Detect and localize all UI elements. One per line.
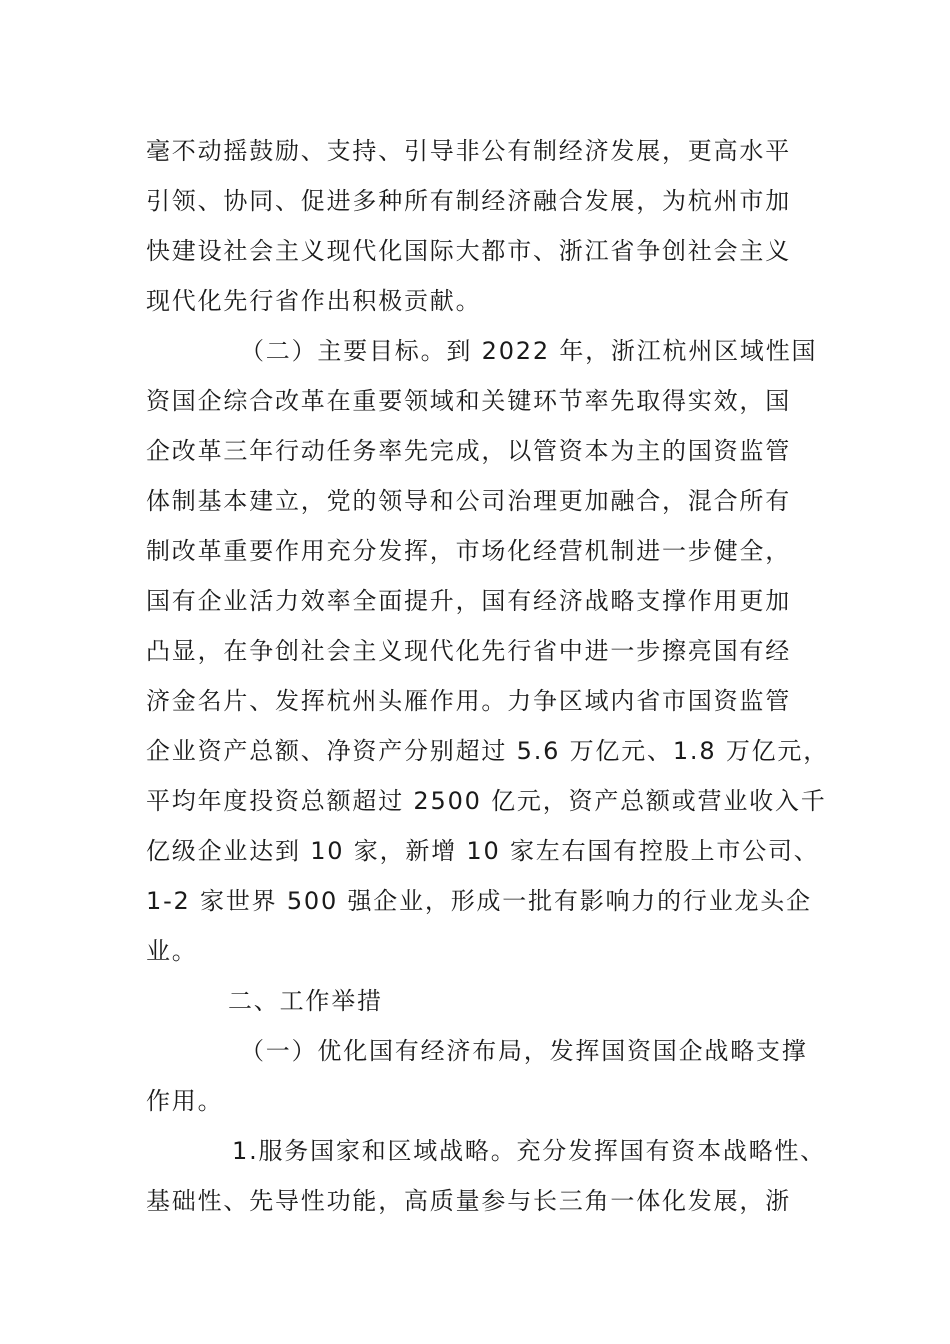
paragraph-line: 体制基本建立，党的领导和公司治理更加融合，混合所有 [146, 487, 791, 515]
paragraph-line: 国有企业活力效率全面提升，国有经济战略支撑作用更加 [146, 587, 791, 615]
paragraph-line: 基础性、先导性功能，高质量参与长三角一体化发展，浙 [146, 1187, 791, 1215]
paragraph-line: 凸显，在争创社会主义现代化先行省中进一步擦亮国有经 [146, 637, 791, 665]
subsection-heading: （一）优化国有经济布局，发挥国资国企战略支撑 [240, 1037, 808, 1065]
section-heading-work-measures: 二、工作举措 [228, 987, 383, 1015]
paragraph-line: 1-2 家世界 500 强企业，形成一批有影响力的行业龙头企 [146, 887, 812, 915]
paragraph-line: 企业资产总额、净资产分别超过 5.6 万亿元、1.8 万亿元， [146, 737, 830, 765]
paragraph-line: 引领、协同、促进多种所有制经济融合发展，为杭州市加 [146, 187, 791, 215]
paragraph-line: 企改革三年行动任务率先完成，以管资本为主的国资监管 [146, 437, 791, 465]
paragraph-line: 制改革重要作用充分发挥，市场化经营机制进一步健全， [146, 537, 791, 565]
paragraph-line: 毫不动摇鼓励、支持、引导非公有制经济发展，更高水平 [146, 137, 791, 165]
paragraph-line: 作用。 [146, 1087, 224, 1115]
paragraph-line: 现代化先行省作出积极贡献。 [146, 287, 482, 315]
numbered-item-heading: 1.服务国家和区域战略。充分发挥国有资本战略性、 [232, 1137, 827, 1165]
paragraph-line: 业。 [146, 937, 198, 965]
paragraph-line: 济金名片、发挥杭州头雁作用。力争区域内省市国资监管 [146, 687, 791, 715]
section-heading-main-goals: （二）主要目标。到 2022 年，浙江杭州区域性国 [240, 337, 818, 365]
paragraph-line: 资国企综合改革在重要领域和关键环节率先取得实效，国 [146, 387, 791, 415]
paragraph-line: 快建设社会主义现代化国际大都市、浙江省争创社会主义 [146, 237, 791, 265]
paragraph-line: 平均年度投资总额超过 2500 亿元，资产总额或营业收入千 [146, 787, 827, 815]
paragraph-line: 亿级企业达到 10 家，新增 10 家左右国有控股上市公司、 [146, 837, 820, 865]
